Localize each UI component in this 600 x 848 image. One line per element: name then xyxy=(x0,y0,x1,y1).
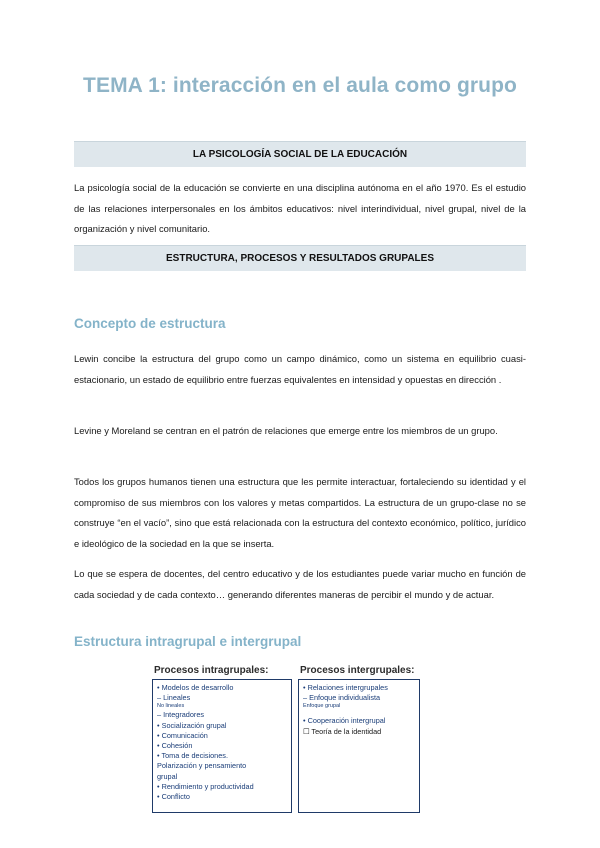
intragroup-header: Procesos intragrupales: xyxy=(154,665,269,676)
intragroup-box xyxy=(152,679,292,813)
section-heading-psicologia: LA PSICOLOGÍA SOCIAL DE LA EDUCACIÓN xyxy=(74,141,526,167)
procesos-figure xyxy=(152,663,420,820)
figure-list-item: • Relaciones intergrupales xyxy=(303,683,388,692)
figure-list-item: • Modelos de desarrollo xyxy=(157,683,234,692)
figure-list-item: • Comunicación xyxy=(157,730,208,740)
figure-list-item: – Lineales xyxy=(157,693,191,703)
intergroup-box xyxy=(298,679,420,813)
intergroup-column xyxy=(298,663,420,813)
paragraph-lewin: Lewin concibe la estructura del grupo como un campo dinámico, como un sistema en equilibrio cuasi-estacionario, un estado de equilibrio entre fuerzas equivalentes en intensidad y opuestas en dirección . xyxy=(74,353,526,385)
figure-list-item: grupal xyxy=(157,771,178,781)
figure-list-item: • Cohesión xyxy=(157,741,193,751)
paragraph-estructura-grupos: Todos los grupos humanos tienen una estructura que les permite interactuar, fortaleciendo su identidad y el compromiso de sus miembros con los valores y metas compartidos. La estructura de un grupo-clase no se construye “en el vacío”, sino que está relacionada con la estructura del contexto económico, político, jurídico e ideológico de la sociedad en la que se inserta. xyxy=(74,476,526,549)
page-title: TEMA 1: interacción en el aula como grupo xyxy=(83,74,517,97)
intergroup-header: Procesos intergrupales: xyxy=(300,665,415,676)
figure-list-item: Polarización y pensamiento xyxy=(157,761,247,771)
figure-list-item: • Socialización grupal xyxy=(157,720,227,730)
figure-list-item: No lineales xyxy=(157,703,185,710)
figure-list-item: • Toma de decisiones. xyxy=(157,751,228,761)
intragroup-column xyxy=(152,663,292,813)
paragraph-levine: Levine y Moreland se centran en el patrón de relaciones que emerge entre los miembros de un grupo. xyxy=(74,425,498,436)
section-heading-estructura: ESTRUCTURA, PROCESOS Y RESULTADOS GRUPALES xyxy=(74,245,526,271)
figure-list-item: • Cooperación intergrupal xyxy=(303,716,386,726)
figure-list-item: Enfoque grupal xyxy=(303,703,341,710)
subheading-concepto-estructura: Concepto de estructura xyxy=(74,316,226,331)
figure-list-item: – Integradores xyxy=(157,710,205,720)
paragraph-psicologia: La psicología social de la educación se convierte en una disciplina autónoma en el año 1970. Es el estudio de las relaciones interpersonales en los ámbitos educativos: nivel interindividual, nivel grupal, nivel de la organización y nivel comunitario. xyxy=(74,182,526,234)
figure-list-item: • Rendimiento y productividad xyxy=(157,781,254,791)
paragraph-expectativas: Lo que se espera de docentes, del centro educativo y de los estudiantes puede variar mucho en función de cada sociedad y de cada contexto… generando diferentes maneras de percibir el mundo y de actuar. xyxy=(74,568,526,600)
figure-list-item: – Enfoque individualista xyxy=(303,693,381,703)
figure-list-item: • Conflicto xyxy=(157,792,190,802)
subheading-intra-inter: Estructura intragrupal e intergrupal xyxy=(74,634,302,649)
figure-list-item: ☐ Teoría de la identidad xyxy=(303,726,382,736)
